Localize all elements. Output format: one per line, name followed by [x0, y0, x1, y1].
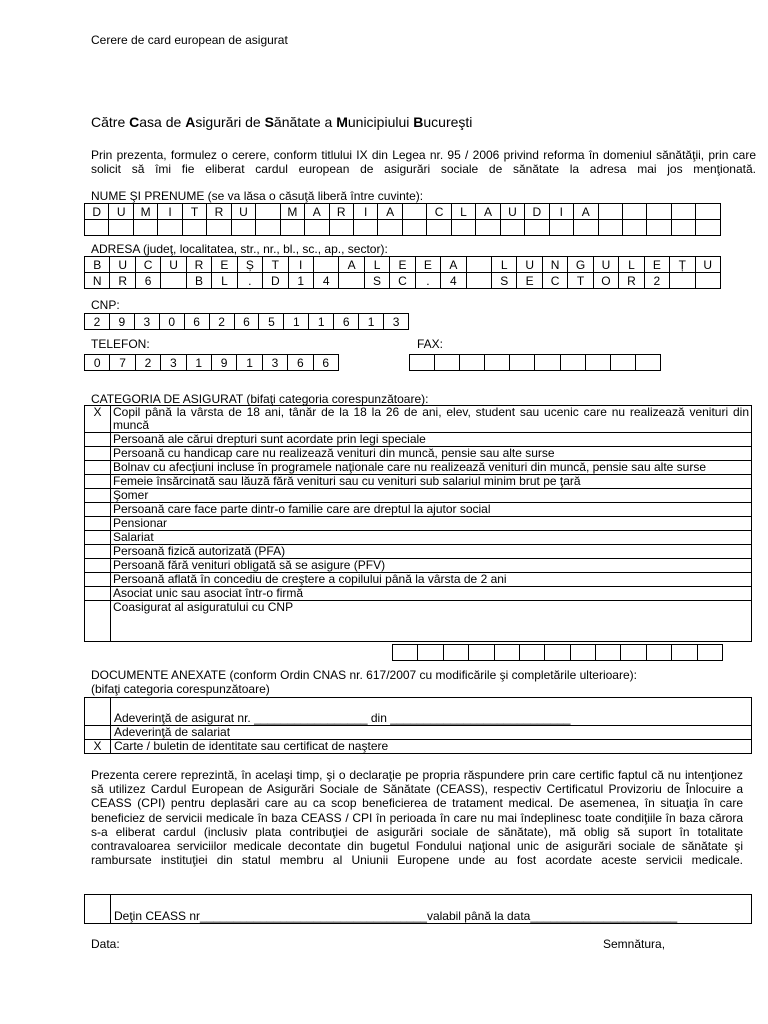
- name-letter-box[interactable]: U: [500, 204, 524, 220]
- address-letter-box[interactable]: U: [593, 257, 618, 273]
- cnp-digit-box[interactable]: 1: [359, 314, 384, 330]
- fax-digit-box[interactable]: [435, 355, 460, 371]
- name-letter-box[interactable]: [598, 204, 622, 220]
- documents-table: [84, 697, 752, 754]
- name-letter-box[interactable]: [85, 220, 109, 236]
- coinsured-cnp-digit-box[interactable]: [393, 645, 418, 661]
- name-letter-box[interactable]: D: [85, 204, 109, 220]
- name-letter-box[interactable]: [207, 220, 231, 236]
- name-letter-box[interactable]: [647, 220, 671, 236]
- name-letter-box[interactable]: [256, 204, 280, 220]
- name-letter-box[interactable]: [671, 220, 695, 236]
- coinsured-cnp-digit-box[interactable]: [469, 645, 494, 661]
- fax-grid: [409, 354, 661, 371]
- name-label: NUME ŞI PRENUME (se va lăsa o căsuţă liberă între cuvinte):: [91, 189, 424, 203]
- cnp-grid: [84, 313, 409, 330]
- name-letter-box[interactable]: [451, 220, 475, 236]
- name-letter-box[interactable]: [402, 220, 426, 236]
- category-text: Persoană cu handicap care nu realizează venituri din muncă, pensie sau alte surse: [111, 447, 752, 461]
- address-letter-box[interactable]: [466, 257, 491, 273]
- cnp-digit-box[interactable]: 2: [85, 314, 110, 330]
- category-checkbox[interactable]: [85, 559, 111, 573]
- name-letter-box[interactable]: U: [109, 204, 133, 220]
- category-checkbox[interactable]: [85, 489, 111, 503]
- addressee-text: ănătate a: [273, 114, 337, 130]
- address-letter-box[interactable]: O: [593, 273, 618, 289]
- address-letter-box[interactable]: E: [390, 257, 415, 273]
- name-letter-box[interactable]: [476, 220, 500, 236]
- name-letter-box[interactable]: A: [378, 204, 402, 220]
- name-letter-box[interactable]: R: [207, 204, 231, 220]
- addressee-text: sigurări de: [195, 114, 265, 130]
- address-letter-box[interactable]: L: [492, 257, 517, 273]
- category-text: Persoană care face parte dintr-o familie care are dreptul la ajutor social: [111, 503, 752, 517]
- document-text: Adeverinţă de asigurat nr. _________________ din ___________________________: [111, 698, 752, 726]
- address-letter-box[interactable]: L: [212, 273, 237, 289]
- name-letter-box[interactable]: I: [353, 204, 377, 220]
- name-letter-box[interactable]: I: [549, 204, 573, 220]
- address-letter-box[interactable]: Ș: [237, 257, 262, 273]
- name-letter-box[interactable]: [353, 220, 377, 236]
- name-letter-box[interactable]: [549, 220, 573, 236]
- address-letter-box[interactable]: G: [568, 257, 593, 273]
- category-checkbox[interactable]: [85, 587, 111, 601]
- coinsured-cnp-digit-box[interactable]: [596, 645, 621, 661]
- address-letter-box[interactable]: [339, 273, 364, 289]
- document-text: Adeverinţă de salariat: [111, 726, 752, 740]
- coinsured-cnp-digit-box[interactable]: [519, 645, 544, 661]
- coinsured-cnp-digit-box[interactable]: [418, 645, 443, 661]
- name-letter-box[interactable]: [280, 220, 304, 236]
- address-letter-box[interactable]: 4: [441, 273, 466, 289]
- phone-digit-box[interactable]: 9: [211, 355, 236, 371]
- addressee-text: Către: [91, 114, 130, 130]
- phone-digit-box[interactable]: 7: [110, 355, 135, 371]
- coinsured-cnp-digit-box[interactable]: [545, 645, 570, 661]
- category-table: [84, 405, 752, 642]
- name-letter-box[interactable]: [574, 220, 598, 236]
- address-letter-box[interactable]: S: [492, 273, 517, 289]
- name-letter-box[interactable]: T: [182, 204, 206, 220]
- addressee-initial: C: [129, 114, 140, 130]
- coinsured-cnp-digit-box[interactable]: [570, 645, 595, 661]
- address-letter-box[interactable]: 4: [313, 273, 338, 289]
- document-checkbox[interactable]: [85, 698, 111, 726]
- category-checkbox[interactable]: [85, 503, 111, 517]
- name-letter-box[interactable]: U: [231, 204, 255, 220]
- category-text: Persoană ale cărui drepturi sunt acordate prin legi speciale: [111, 433, 752, 447]
- name-letter-box[interactable]: [622, 204, 646, 220]
- address-letter-box[interactable]: L: [619, 257, 644, 273]
- addressee-title: [91, 115, 472, 129]
- declaration-paragraph: Prezenta cerere reprezintă, în acelaşi timp, şi o declaraţie pe propria răspundere prin care certific faptul că nu intenţionez să utilizez Cardul European de Asigurări Sociale de Sănătate (CEASS), respectiv Certificatul Provizoriu de Înlocuire a CEASS (CPI) pentru deplasări care au ca scop beneficierea de tratament medical. De asemenea, în situaţia în care beneficiez de servicii medicale în baza CEASS / CPI în perioada în care nu mai îndeplinesc toate condiţiile în baza cărora s-a eliberat cardul (inclusiv plata contribuţiei de asigurări sociale de sănătate), mă oblig să suport în totalitate contravaloarea serviciilor medicale decontate din bugetul Fondului naţional unic de asigurări sociale de sănătate şi rambursate instituţiei din statul membru al Uniunii Europene unde au fost acordate aceste servicii medicale.: [91, 768, 743, 868]
- address-letter-box[interactable]: B: [186, 273, 211, 289]
- name-letter-box[interactable]: [647, 204, 671, 220]
- coinsured-cnp-digit-box[interactable]: [646, 645, 671, 661]
- coinsured-cnp-digit-box[interactable]: [443, 645, 468, 661]
- address-letter-box[interactable]: E: [415, 257, 440, 273]
- fax-label: FAX:: [417, 337, 444, 351]
- name-letter-box[interactable]: [500, 220, 524, 236]
- address-letter-box[interactable]: E: [517, 273, 542, 289]
- name-letter-box[interactable]: A: [574, 204, 598, 220]
- address-letter-box[interactable]: [670, 273, 695, 289]
- addressee-initial: B: [413, 114, 424, 130]
- cnp-digit-box[interactable]: 9: [109, 314, 134, 330]
- address-letter-box[interactable]: U: [695, 257, 721, 273]
- addressee-initial: M: [336, 114, 348, 130]
- name-letter-box[interactable]: [402, 204, 426, 220]
- form-header: Cerere de card european de asigurat: [91, 33, 288, 47]
- document-checkbox[interactable]: X: [85, 740, 111, 754]
- fax-digit-box[interactable]: [485, 355, 510, 371]
- cnp-digit-box[interactable]: 3: [384, 314, 409, 330]
- category-checkbox[interactable]: [85, 517, 111, 531]
- name-letter-box[interactable]: [182, 220, 206, 236]
- cnp-digit-box[interactable]: 3: [134, 314, 159, 330]
- address-letter-box[interactable]: [161, 273, 186, 289]
- address-letter-box[interactable]: [313, 257, 338, 273]
- category-text: Asociat unic sau asociat într-o firmă: [111, 587, 752, 601]
- ceass-table: [84, 894, 752, 924]
- fax-digit-box[interactable]: [510, 355, 535, 371]
- category-text: Copil până la vârsta de 18 ani, tânăr de la 18 la 26 de ani, elev, student sau ucenic care nu realizează venituri din muncă: [111, 406, 752, 433]
- name-letter-box[interactable]: M: [280, 204, 304, 220]
- fax-digit-box[interactable]: [585, 355, 610, 371]
- name-letter-box[interactable]: M: [133, 204, 157, 220]
- cnp-digit-box[interactable]: 0: [159, 314, 184, 330]
- address-letter-box[interactable]: R: [619, 273, 644, 289]
- fax-digit-box[interactable]: [635, 355, 660, 371]
- addressee-text: unicipiului: [347, 114, 414, 130]
- address-letter-box[interactable]: E: [644, 257, 669, 273]
- category-text: Femeie însărcinată sau lăuză fără venituri sau cu venituri sub salariul minim brut pe ţară: [111, 475, 752, 489]
- coinsured-cnp-grid: [392, 644, 723, 661]
- address-letter-box[interactable]: B: [85, 257, 110, 273]
- name-letter-box[interactable]: [133, 220, 157, 236]
- address-letter-box[interactable]: I: [288, 257, 313, 273]
- cnp-digit-box[interactable]: 5: [259, 314, 284, 330]
- address-letter-box[interactable]: S: [364, 273, 389, 289]
- cnp-digit-box[interactable]: 6: [234, 314, 259, 330]
- address-letter-box[interactable]: C: [542, 273, 567, 289]
- address-letter-box[interactable]: E: [212, 257, 237, 273]
- address-label: ADRESA (judeţ, localitatea, str., nr., bl., sc., ap., sector):: [91, 242, 388, 256]
- document-text: Carte / buletin de identitate sau certificat de naştere: [111, 740, 752, 754]
- cnp-digit-box[interactable]: 6: [334, 314, 359, 330]
- address-letter-box[interactable]: 6: [135, 273, 160, 289]
- address-letter-box[interactable]: C: [135, 257, 160, 273]
- phone-digit-box[interactable]: 0: [85, 355, 110, 371]
- coinsured-cnp-digit-box[interactable]: [672, 645, 697, 661]
- coinsured-cnp-digit-box[interactable]: [697, 645, 723, 661]
- category-text: Persoană fizică autorizată (PFA): [111, 545, 752, 559]
- cnp-label: CNP:: [91, 298, 120, 312]
- address-letter-box[interactable]: .: [415, 273, 440, 289]
- document-checkbox[interactable]: [85, 726, 111, 740]
- name-letter-box[interactable]: I: [158, 204, 182, 220]
- category-text: Bolnav cu afecţiuni incluse în programele naţionale care nu realizează venituri din muncă, pensie sau alte surse: [111, 461, 752, 475]
- ceass-checkbox[interactable]: [85, 895, 111, 924]
- address-letter-box[interactable]: 1: [288, 273, 313, 289]
- category-checkbox[interactable]: [85, 573, 111, 587]
- address-letter-box[interactable]: N: [542, 257, 567, 273]
- category-checkbox[interactable]: [85, 475, 111, 489]
- phone-digit-box[interactable]: 6: [288, 355, 313, 371]
- address-letter-box[interactable]: 2: [644, 273, 669, 289]
- ceass-field[interactable]: Deţin CEASS nr__________________________________valabil până la data______________________: [111, 895, 752, 924]
- phone-label: TELEFON:: [91, 337, 150, 351]
- name-letter-box[interactable]: [305, 220, 329, 236]
- category-checkbox[interactable]: [85, 601, 111, 642]
- name-grid: [84, 203, 721, 236]
- fax-digit-box[interactable]: [410, 355, 435, 371]
- phone-digit-box[interactable]: 1: [186, 355, 211, 371]
- category-checkbox[interactable]: [85, 461, 111, 475]
- name-letter-box[interactable]: [158, 220, 182, 236]
- addressee-text: asa de: [139, 114, 186, 130]
- category-text: Persoană fără venituri obligată să se asigure (PFV): [111, 559, 752, 573]
- phone-digit-box[interactable]: 3: [161, 355, 186, 371]
- name-letter-box[interactable]: R: [329, 204, 353, 220]
- coinsured-cnp-digit-box[interactable]: [494, 645, 519, 661]
- address-letter-box[interactable]: N: [85, 273, 110, 289]
- address-grid: [84, 256, 721, 289]
- address-letter-box[interactable]: U: [161, 257, 186, 273]
- address-letter-box[interactable]: R: [110, 273, 135, 289]
- phone-digit-box[interactable]: 1: [237, 355, 262, 371]
- name-letter-box[interactable]: A: [476, 204, 500, 220]
- category-text: Salariat: [111, 531, 752, 545]
- address-letter-box[interactable]: T: [263, 257, 288, 273]
- name-letter-box[interactable]: [256, 220, 280, 236]
- date-label: Data:: [91, 937, 120, 951]
- address-letter-box[interactable]: C: [390, 273, 415, 289]
- fax-digit-box[interactable]: [535, 355, 560, 371]
- signature-label: Semnătura,: [603, 937, 666, 951]
- fax-digit-box[interactable]: [610, 355, 635, 371]
- category-text: Şomer: [111, 489, 752, 503]
- address-letter-box[interactable]: T: [568, 273, 593, 289]
- category-text: Pensionar: [111, 517, 752, 531]
- coinsured-cnp-digit-box[interactable]: [621, 645, 646, 661]
- address-letter-box[interactable]: A: [339, 257, 364, 273]
- name-letter-box[interactable]: [378, 220, 402, 236]
- address-letter-box[interactable]: A: [441, 257, 466, 273]
- intro-paragraph: Prin prezenta, formulez o cerere, conform titlului IX din Legea nr. 95 / 2006 privind reforma în domeniul sănătăţii, prin care solicit să îmi fie eliberat cardul european de asigurări sociale de sănătate la adresa mai jos menţionată.: [91, 148, 756, 177]
- name-letter-box[interactable]: [598, 220, 622, 236]
- name-letter-box[interactable]: L: [451, 204, 475, 220]
- category-checkbox[interactable]: X: [85, 406, 111, 433]
- address-letter-box[interactable]: U: [517, 257, 542, 273]
- name-letter-box[interactable]: A: [305, 204, 329, 220]
- address-letter-box[interactable]: .: [237, 273, 262, 289]
- address-letter-box[interactable]: [695, 273, 721, 289]
- phone-digit-box[interactable]: 6: [313, 355, 338, 371]
- name-letter-box[interactable]: [622, 220, 646, 236]
- documents-label: DOCUMENTE ANEXATE (conform Ordin CNAS nr. 617/2007 cu modificările şi completările ulterioare):: [91, 668, 637, 682]
- phone-grid: [84, 354, 339, 371]
- addressee-initial: A: [185, 114, 196, 130]
- cnp-digit-box[interactable]: 2: [209, 314, 234, 330]
- addressee-text: ucureşti: [423, 114, 473, 130]
- name-letter-box[interactable]: C: [427, 204, 451, 220]
- fax-digit-box[interactable]: [460, 355, 485, 371]
- category-checkbox[interactable]: [85, 433, 111, 447]
- category-label: CATEGORIA DE ASIGURAT (bifaţi categoria corespunzătoare):: [91, 392, 429, 406]
- addressee-initial: S: [264, 114, 274, 130]
- cnp-digit-box[interactable]: 1: [284, 314, 309, 330]
- name-letter-box[interactable]: [231, 220, 255, 236]
- name-letter-box[interactable]: [696, 220, 721, 236]
- name-letter-box[interactable]: [525, 220, 549, 236]
- address-letter-box[interactable]: [466, 273, 491, 289]
- address-letter-box[interactable]: L: [364, 257, 389, 273]
- category-checkbox[interactable]: [85, 531, 111, 545]
- category-text: Coasigurat al asiguratului cu CNP: [111, 601, 752, 642]
- name-letter-box[interactable]: D: [525, 204, 549, 220]
- phone-digit-box[interactable]: 3: [262, 355, 287, 371]
- phone-digit-box[interactable]: 2: [135, 355, 160, 371]
- name-letter-box[interactable]: [329, 220, 353, 236]
- address-letter-box[interactable]: D: [263, 273, 288, 289]
- address-letter-box[interactable]: U: [110, 257, 135, 273]
- address-letter-box[interactable]: Ț: [670, 257, 695, 273]
- name-letter-box[interactable]: [109, 220, 133, 236]
- name-letter-box[interactable]: [671, 204, 695, 220]
- category-checkbox[interactable]: [85, 545, 111, 559]
- cnp-digit-box[interactable]: 1: [309, 314, 334, 330]
- category-text: Persoană aflată în concediu de creştere a copilului până la vârsta de 2 ani: [111, 573, 752, 587]
- documents-sublabel: (bifaţi categoria corespunzătoare): [91, 682, 270, 696]
- address-letter-box[interactable]: R: [186, 257, 211, 273]
- cnp-digit-box[interactable]: 6: [184, 314, 209, 330]
- name-letter-box[interactable]: [696, 204, 721, 220]
- name-letter-box[interactable]: [427, 220, 451, 236]
- fax-digit-box[interactable]: [560, 355, 585, 371]
- category-checkbox[interactable]: [85, 447, 111, 461]
